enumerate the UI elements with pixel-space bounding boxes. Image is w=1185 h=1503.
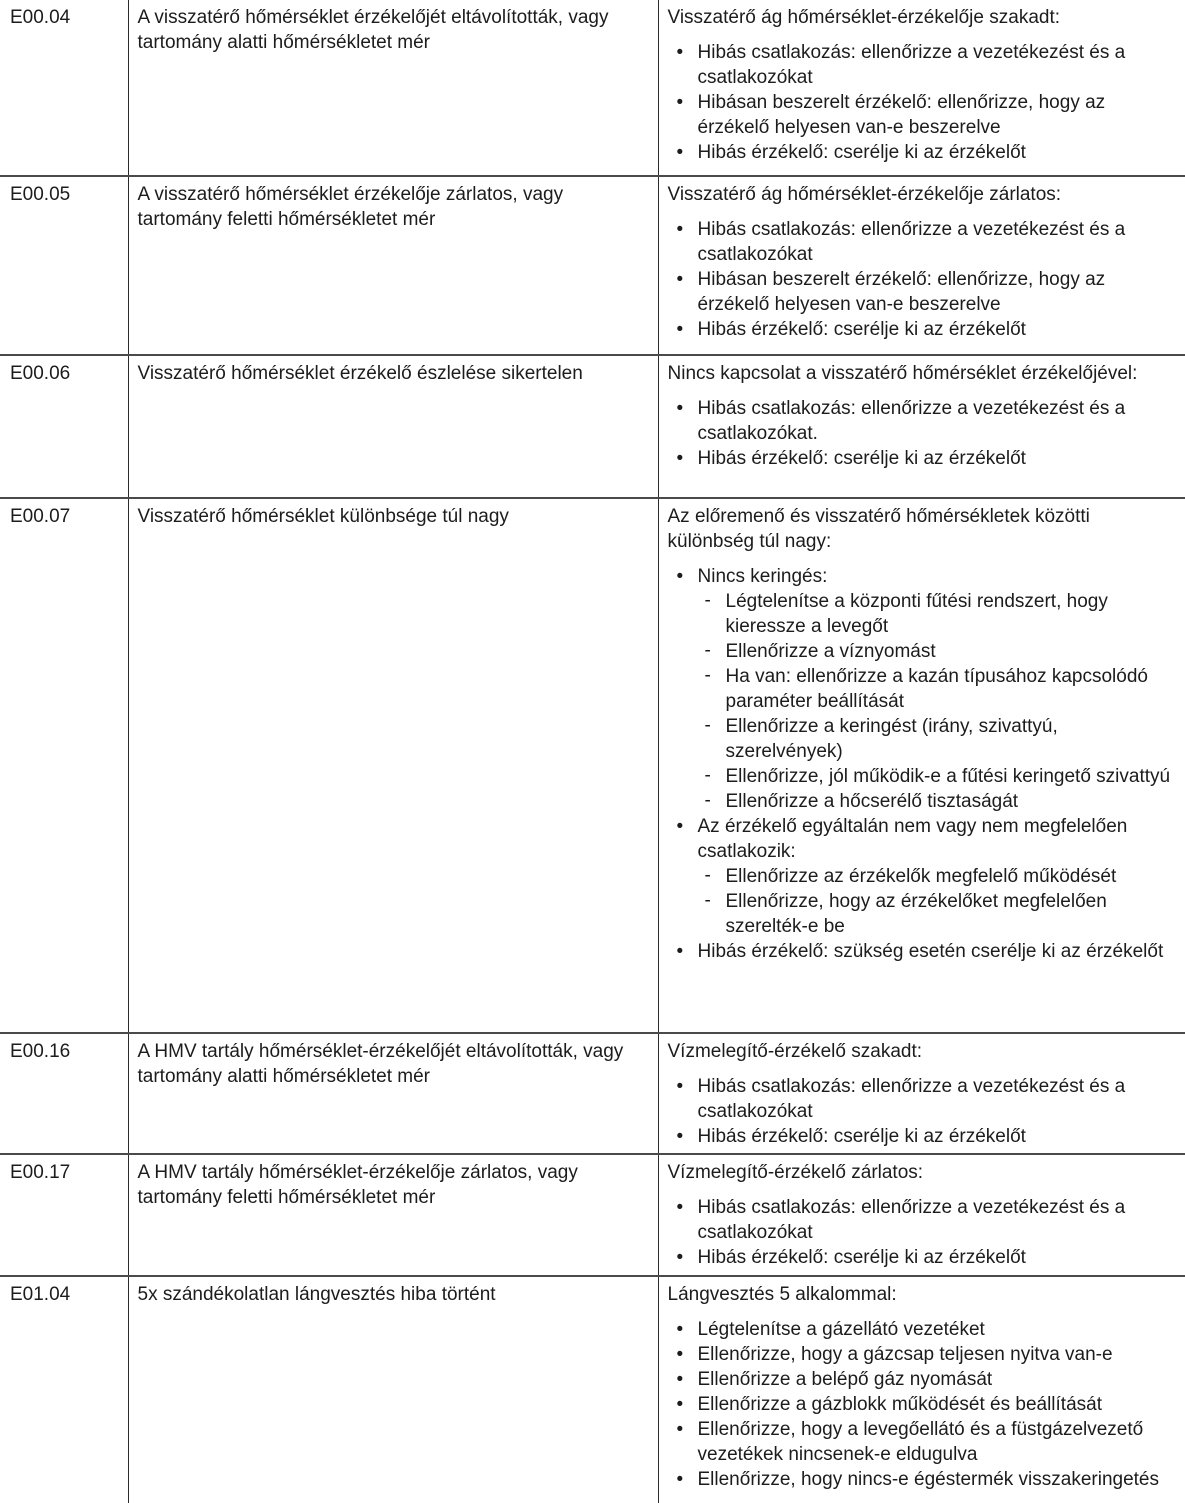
remedy-sub-item: - Ha van: ellenőrizze a kazán típusához kapcsolódó paraméter beállítását	[698, 664, 1177, 714]
remedy-intro: Vízmelegítő-érzékelő szakadt:	[667, 1041, 923, 1062]
remedy-bullet-list	[668, 396, 1177, 471]
error-description-cell: Visszatérő hőmérséklet érzékelő észlelése sikertelen	[128, 355, 658, 498]
table-row	[0, 498, 1185, 1033]
remedy-bullet: • Hibás csatlakozás: ellenőrizze a vezetékezést és a csatlakozókat	[668, 1074, 1177, 1124]
remedy-intro: Az előremenő és visszatérő hőmérsékletek közötti különbség túl nagy:	[667, 506, 1090, 552]
error-remedy-cell	[658, 355, 1185, 498]
remedy-bullet-list	[668, 217, 1177, 342]
remedy-bullet: • Hibás érzékelő: cserélje ki az érzékelőt	[668, 446, 1177, 471]
remedy-bullet: • Hibás csatlakozás: ellenőrizze a vezetékezést és a csatlakozókat	[668, 40, 1177, 90]
error-description-cell: Visszatérő hőmérséklet különbsége túl nagy	[128, 498, 658, 1033]
remedy-intro: Lángvesztés 5 alkalommal:	[667, 1284, 897, 1305]
remedy-intro: Visszatérő ág hőmérséklet-érzékelője szakadt:	[667, 7, 1061, 28]
table-row	[0, 0, 1185, 176]
error-description-cell: 5x szándékolatlan lángvesztés hiba történt	[128, 1276, 658, 1503]
table-row	[0, 1154, 1185, 1276]
remedy-sub-item: - Légtelenítse a központi fűtési rendszert, hogy kieressze a levegőt	[698, 589, 1177, 639]
remedy-sub-item: - Ellenőrizze az érzékelők megfelelő működését	[698, 864, 1177, 889]
error-code-cell: E00.06	[0, 355, 128, 498]
remedy-bullet-list	[668, 564, 1177, 964]
remedy-bullet: • Hibás csatlakozás: ellenőrizze a vezetékezést és a csatlakozókat.	[668, 396, 1177, 446]
remedy-bullet: • Az érzékelő egyáltalán nem vagy nem megfelelően csatlakozik: - Ellenőrizze az érzékelők megfelelő működését - Ellenőrizze, hogy az érzékelőket megfelelően szerelték-e be	[668, 814, 1177, 939]
remedy-bullet: • Hibásan beszerelt érzékelő: ellenőrizze, hogy az érzékelő helyesen van-e beszerelve	[668, 90, 1177, 140]
error-code-cell: E00.17	[0, 1154, 128, 1276]
error-description-cell: A HMV tartály hőmérséklet-érzékelője zárlatos, vagy tartomány feletti hőmérsékletet mér	[128, 1154, 658, 1276]
remedy-sub-item: - Ellenőrizze, hogy az érzékelőket megfelelően szerelték-e be	[698, 889, 1177, 939]
remedy-bullet: • Hibás érzékelő: cserélje ki az érzékelőt	[668, 140, 1177, 165]
error-code-cell: E01.04	[0, 1276, 128, 1503]
error-remedy-cell	[658, 1276, 1185, 1503]
remedy-bullet: • Ellenőrizze, hogy nincs-e égéstermék visszakeringetés	[668, 1467, 1177, 1492]
error-remedy-cell	[658, 176, 1185, 355]
remedy-intro: Visszatérő ág hőmérséklet-érzékelője zárlatos:	[667, 184, 1062, 205]
remedy-sub-item: - Ellenőrizze a keringést (irány, szivattyú, szerelvények)	[698, 714, 1177, 764]
table-row	[0, 176, 1185, 355]
remedy-bullet: • Hibás érzékelő: szükség esetén cserélje ki az érzékelőt	[668, 939, 1177, 964]
remedy-bullet-list	[668, 1317, 1177, 1492]
remedy-intro: Vízmelegítő-érzékelő zárlatos:	[667, 1162, 924, 1183]
remedy-bullet: • Ellenőrizze a gázblokk működését és beállítását	[668, 1392, 1177, 1417]
remedy-bullet: • Hibás érzékelő: cserélje ki az érzékelőt	[668, 1124, 1177, 1149]
remedy-bullet-list	[668, 40, 1177, 165]
error-remedy-cell	[658, 0, 1185, 176]
error-code-cell: E00.05	[0, 176, 128, 355]
remedy-bullet-list	[668, 1074, 1177, 1149]
remedy-sub-item: - Ellenőrizze a hőcserélő tisztaságát	[698, 789, 1177, 814]
error-code-cell: E00.04	[0, 0, 128, 176]
remedy-bullet: • Hibás érzékelő: cserélje ki az érzékelőt	[668, 317, 1177, 342]
remedy-bullet-list	[668, 1195, 1177, 1270]
table-row	[0, 355, 1185, 498]
remedy-bullet: • Nincs keringés: - Légtelenítse a központi fűtési rendszert, hogy kieressze a levegőt - Ellenőrizze a víznyomást - Ha van: ellenőrizze a kazán típusához kapcsolódó paraméter beállítását - Ellenőrizze a keringést (irány, szivattyú, szerelvények) - Ellenőrizze, jól működik-e a fűtési keringető szivattyú - Ellenőrizze a hőcserélő tisztaságát	[668, 564, 1177, 814]
error-remedy-cell	[658, 1154, 1185, 1276]
error-remedy-cell	[658, 1033, 1185, 1154]
remedy-bullet: • Ellenőrizze, hogy a gázcsap teljesen nyitva van-e	[668, 1342, 1177, 1367]
remedy-sub-item: - Ellenőrizze, jól működik-e a fűtési keringető szivattyú	[698, 764, 1177, 789]
table-row	[0, 1276, 1185, 1503]
error-description-cell: A visszatérő hőmérséklet érzékelőjét eltávolították, vagy tartomány alatti hőmérsékletet mér	[128, 0, 658, 176]
table-row	[0, 1033, 1185, 1154]
error-description-cell: A HMV tartály hőmérséklet-érzékelőjét eltávolították, vagy tartomány alatti hőmérsékletet mér	[128, 1033, 658, 1154]
remedy-bullet: • Ellenőrizze, hogy a levegőellátó és a füstgázelvezető vezetékek nincsenek-e eldugulva	[668, 1417, 1177, 1467]
remedy-bullet: • Hibás csatlakozás: ellenőrizze a vezetékezést és a csatlakozókat	[668, 217, 1177, 267]
remedy-bullet: • Hibásan beszerelt érzékelő: ellenőrizze, hogy az érzékelő helyesen van-e beszerelve	[668, 267, 1177, 317]
error-code-cell: E00.07	[0, 498, 128, 1033]
error-code-cell: E00.16	[0, 1033, 128, 1154]
remedy-bullet: • Hibás érzékelő: cserélje ki az érzékelőt	[668, 1245, 1177, 1270]
remedy-bullet: • Légtelenítse a gázellátó vezetéket	[668, 1317, 1177, 1342]
remedy-bullet: • Hibás csatlakozás: ellenőrizze a vezetékezést és a csatlakozókat	[668, 1195, 1177, 1245]
remedy-bullet: • Ellenőrizze a belépő gáz nyomását	[668, 1367, 1177, 1392]
remedy-sub-item: - Ellenőrizze a víznyomást	[698, 639, 1177, 664]
remedy-intro: Nincs kapcsolat a visszatérő hőmérséklet érzékelőjével:	[667, 363, 1138, 384]
error-remedy-cell	[658, 498, 1185, 1033]
error-description-cell: A visszatérő hőmérséklet érzékelője zárlatos, vagy tartomány feletti hőmérsékletet mér	[128, 176, 658, 355]
